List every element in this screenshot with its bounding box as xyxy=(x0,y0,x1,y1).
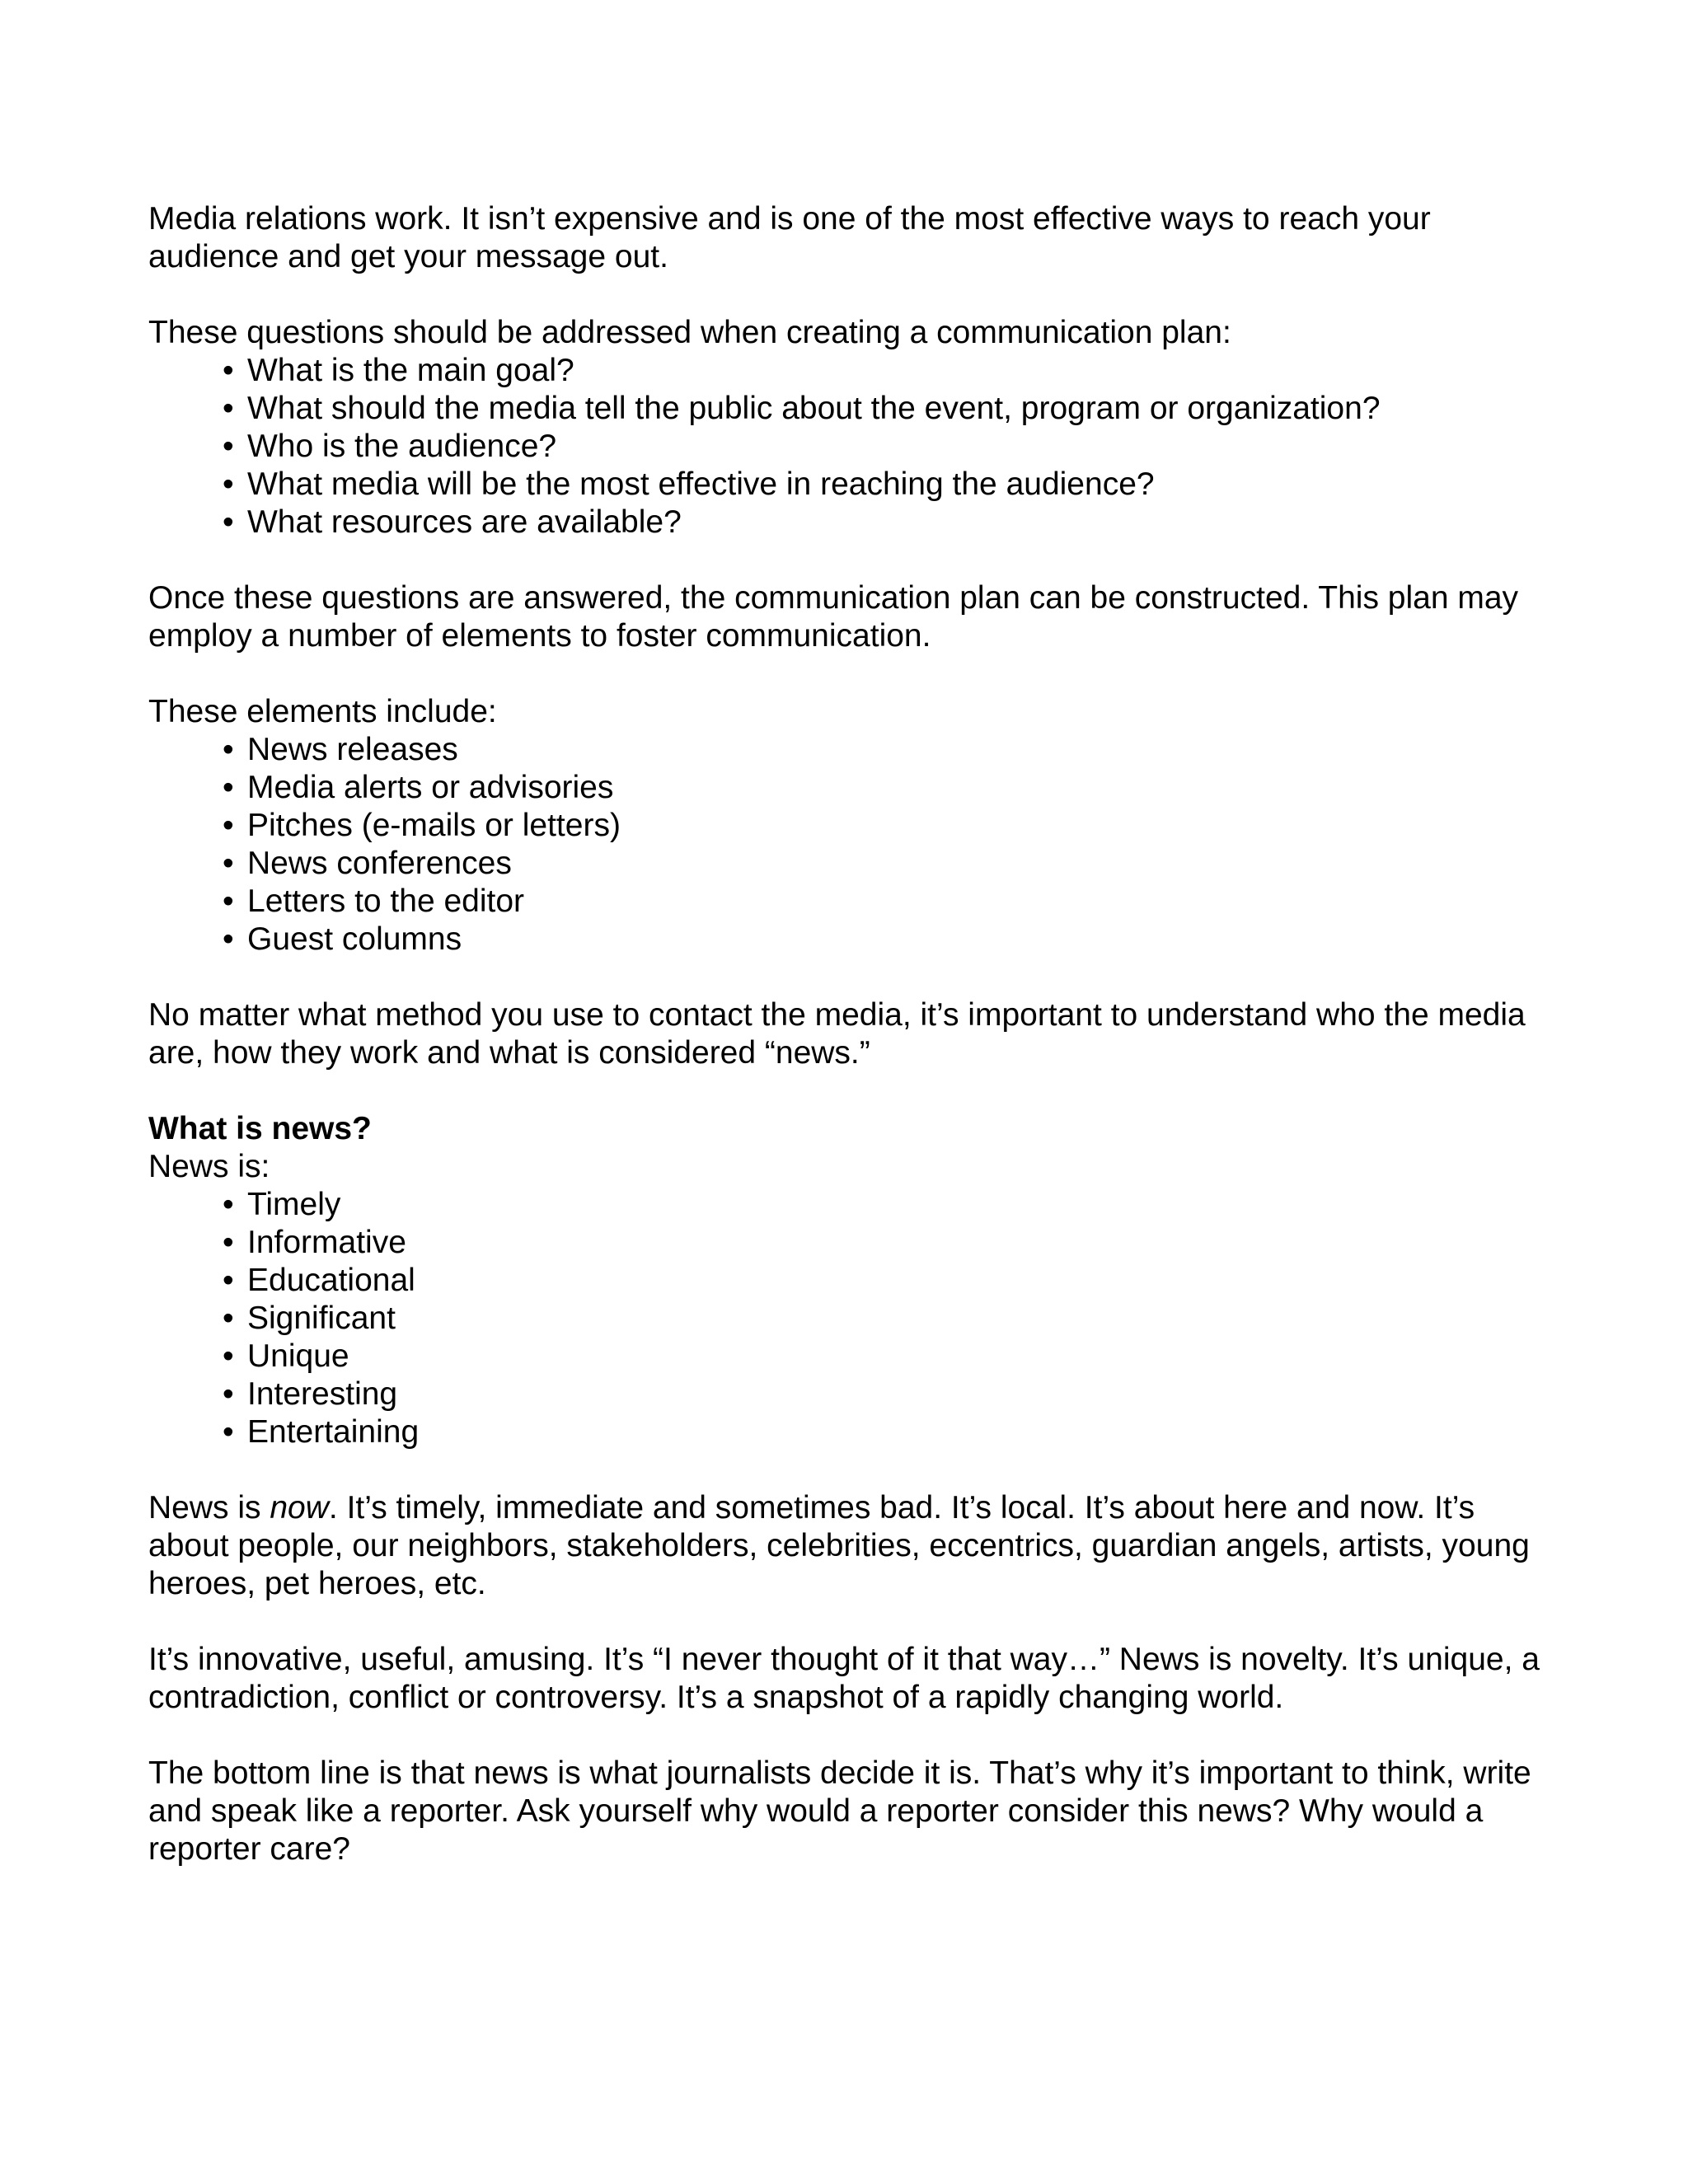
question-item: • What resources are available? xyxy=(223,504,1550,541)
questions-intro: These questions should be addressed when creating a communication plan: xyxy=(148,315,1231,350)
news-now-prefix: News is xyxy=(148,1490,270,1526)
questions-list xyxy=(148,352,1550,541)
plan-paragraph: Once these questions are answered, the communication plan can be constructed. This plan may employ a number of elements to foster communication. xyxy=(148,580,1519,654)
document-page xyxy=(148,200,1550,1906)
news-is-label: News is: xyxy=(148,1149,270,1184)
quality-item: • Informative xyxy=(223,1224,1550,1262)
element-item: • Letters to the editor xyxy=(223,883,1550,921)
quality-item: • Timely xyxy=(223,1186,1550,1224)
element-item: • Pitches (e-mails or letters) xyxy=(223,807,1550,845)
element-item: • Guest columns xyxy=(223,921,1550,958)
intro-paragraph: Media relations work. It isn’t expensive and is one of the most effective ways to reach your audience and get your message out. xyxy=(148,201,1431,274)
news-now-rest: . It’s timely, immediate and sometimes bad. It’s local. It’s about here and now. It’s about people, our neighbors, stakeholders, celebrities, eccentrics, guardian angels, artists, young heroes, pet heroes, etc. xyxy=(148,1490,1530,1601)
elements-list xyxy=(148,731,1550,958)
question-item: • What media will be the most effective in reaching the audience? xyxy=(223,466,1550,504)
news-now-paragraph xyxy=(148,1489,1550,1603)
section-heading: What is news? xyxy=(148,1111,372,1146)
element-item: • News releases xyxy=(223,731,1550,769)
quality-item: • Interesting xyxy=(223,1376,1550,1413)
innovative-paragraph: It’s innovative, useful, amusing. It’s “I never thought of it that way…” News is novelty. It’s unique, a contradiction, conflict or controversy. It’s a snapshot of a rapidly changing world. xyxy=(148,1642,1540,1715)
elements-intro: These elements include: xyxy=(148,694,497,729)
question-item: • What should the media tell the public about the event, program or organization? xyxy=(223,390,1550,428)
quality-item: • Educational xyxy=(223,1262,1550,1300)
question-item: • What is the main goal? xyxy=(223,352,1550,390)
news-qualities-list xyxy=(148,1186,1550,1451)
question-item: • Who is the audience? xyxy=(223,428,1550,466)
element-item: • Media alerts or advisories xyxy=(223,769,1550,807)
quality-item: • Entertaining xyxy=(223,1413,1550,1451)
method-paragraph: No matter what method you use to contact the media, it’s important to understand who the media are, how they work and what is considered “news.” xyxy=(148,997,1526,1071)
quality-item: • Significant xyxy=(223,1300,1550,1338)
news-now-emphasis: now xyxy=(270,1490,329,1526)
bottom-line-paragraph: The bottom line is that news is what journalists decide it is. That’s why it’s important to think, write and speak like a reporter. Ask yourself why would a reporter consider this news? Why would a reporter care? xyxy=(148,1755,1531,1867)
element-item: • News conferences xyxy=(223,845,1550,883)
quality-item: • Unique xyxy=(223,1338,1550,1376)
